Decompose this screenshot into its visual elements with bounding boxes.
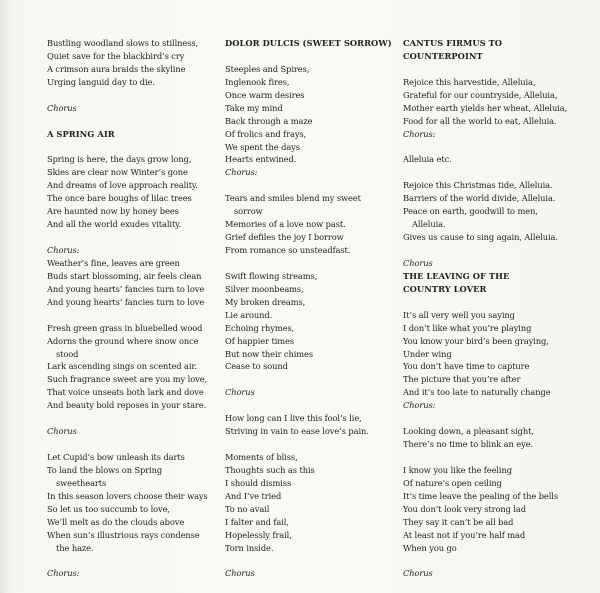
lyric-line: And dreams of love approach reality. [47,180,198,191]
verse-stanza [403,76,593,128]
verse-stanza [47,257,217,309]
lyric-line: It’s time leave the pealing of the bells [403,490,558,501]
lyric-line: Back through a maze [225,115,313,126]
lyric-line: Hearts entwined. [225,154,297,165]
chorus-marker: Chorus [47,426,77,437]
verse-stanza [47,153,217,231]
lyric-line: Grateful for our countryside, Alleluia, [403,89,558,100]
lyric-line: Swift flowing streams, [225,270,318,281]
lyric-line: Take my mind [225,102,283,113]
lyric-line: You know your bird’s been graying, [403,335,549,346]
lyrics-column-3 [403,37,593,580]
lyric-line: sorrow [234,206,263,217]
lyric-line: Lie around. [225,309,273,320]
lyric-line: the haze. [56,542,94,553]
stanza-gap [403,141,593,154]
lyric-line: They say it can’t be all bad [403,516,514,527]
verse-stanza [403,179,593,244]
lyric-line: Food for all the world to eat, Alleluia. [403,115,557,126]
lyric-line: Grief defiles the joy I borrow [225,232,344,243]
lyric-line: Inglenook fires, [225,76,290,87]
stanza-gap [403,166,593,179]
lyric-line: So let us too succumb to love, [47,503,170,514]
lyric-line: And I’ve tried [225,490,282,501]
lyric-line: Let Cupid’s bow unleash its darts [47,452,185,462]
lyric-line: Torn inside. [225,542,274,553]
lyric-line: And all the world exudes vitality. [47,219,182,230]
chorus-marker: Chorus: [403,400,436,411]
lyric-line: Silver moonbeams, [225,283,304,294]
song-title: A SPRING AIR [47,128,115,139]
stanza-gap [47,89,217,102]
lyric-line: Of happier times [225,335,295,346]
lyric-line: To no avail [225,503,270,514]
lyric-line: There’s no time to blink an eye. [403,439,534,450]
lyric-line: How long can I live this fool’s lie, [225,413,362,424]
verse-stanza [47,451,217,555]
lyric-line: We spent the days [225,141,300,152]
lyric-line: When you go [403,542,457,553]
lyric-line: I know you like the feeling [403,464,512,475]
lyric-line: From romance so unsteadfast. [225,245,351,255]
lyric-line: In this season lovers choose their ways [47,490,208,501]
lyric-line: Rejoice this harvestide, Alleluia, [403,76,536,87]
stanza-gap [47,231,217,244]
lyric-line: Alleluia. [412,219,446,230]
lyric-line: And beauty bold reposes in your stare. [47,400,207,411]
lyric-line: Peace on earth, goodwill to men, [403,206,538,217]
verse-stanza [225,412,393,438]
song-title: DOLOR DULCIS (SWEET SORROW) [225,38,392,48]
lyrics-column-2 [225,37,393,580]
lyric-line: Barriers of the world divide, Alleluia. [403,193,556,204]
stanza-gap [225,179,393,192]
lyrics-column-1 [47,37,217,580]
lyric-line: Such fragrance sweet are you my love, [47,374,208,385]
verse-stanza [225,63,393,167]
lyric-line: Looking down, a pleasant sight, [403,426,534,437]
chorus-marker: Chorus [225,568,255,579]
lyric-line: Moments of bliss, [225,452,298,462]
lyric-line: To land the blows on Spring [47,464,163,475]
lyric-line: Alleluia etc. [403,154,452,165]
stanza-gap [225,399,393,412]
lyric-line: Bustling woodland slows to stillness, [47,38,199,48]
song-title: THE LEAVING OF THE [403,270,510,281]
lyric-line: We’ll melt as do the clouds above [47,516,185,527]
lyric-line: A crimson aura braids the skyline [47,63,186,74]
lyric-line: Tears and smiles blend my sweet [225,193,361,204]
lyric-line: The once bare boughs of lilac trees [47,193,192,204]
song-title: COUNTRY LOVER [403,283,487,294]
lyric-line: And young hearts’ fancies turn to love [47,283,205,294]
lyric-line: Under wing [403,348,452,359]
stanza-gap [225,373,393,386]
stanza-gap [47,412,217,425]
stanza-gap [225,555,393,568]
stanza-gap [225,438,393,451]
page-fold-shadow [0,0,10,593]
lyric-line: The picture that you’re after [403,374,521,385]
verse-stanza [225,270,393,374]
lyric-line: Urging languid day to die. [47,76,155,87]
stanza-gap [47,438,217,451]
chorus-marker: Chorus [47,102,77,113]
lyric-line: I don’t like what you’re playing [403,322,532,333]
verse-stanza [403,464,593,555]
chorus-marker: Chorus: [403,128,436,139]
stanza-gap [403,451,593,464]
stanza-gap [47,555,217,568]
lyric-line: Fresh green grass in bluebelled wood [47,322,203,333]
lyric-line: Adorns the ground where snow once [47,335,199,346]
stanza-gap [225,257,393,270]
lyric-line: Echoing rhymes, [225,322,295,333]
song-title: CANTUS FIRMUS TO [403,38,503,48]
lyric-line: My broken dreams, [225,296,306,307]
verse-stanza [403,153,593,166]
stanza-gap [403,555,593,568]
lyric-line: But now their chimes [225,348,314,359]
lyric-line: sweethearts [56,477,107,488]
lyric-line: Weather’s fine, leaves are green [47,257,180,268]
lyric-line: Once warm desires [225,89,305,100]
lyric-line: At least not if you’re half mad [403,529,526,540]
lyric-line: When sun’s illustrious rays condense [47,529,200,540]
lyric-line: Hopelessly frail, [225,529,292,540]
verse-stanza [47,37,217,89]
lyric-line: Steeples and Spires, [225,63,310,74]
stanza-gap [403,412,593,425]
verse-stanza [225,192,393,257]
song-title: COUNTERPOINT [403,50,483,61]
lyric-line: You don’t look very strong lad [403,503,526,514]
stanza-gap [225,50,393,63]
lyric-line: Buds start blossoming, air feels clean [47,270,202,281]
lyric-line: You don’t have time to capture [403,361,530,372]
lyric-line: I falter and fail, [225,516,289,527]
verse-stanza [47,322,217,413]
lyric-line: And young hearts’ fancies turn to love [47,296,205,307]
lyric-line: Thoughts such as this [225,464,315,475]
chorus-marker: Chorus: [225,167,258,178]
stanza-gap [403,296,593,309]
lyric-line: I should dismiss [225,477,292,488]
lyric-line: Memories of a love now past. [225,219,346,230]
verse-stanza [225,451,393,555]
stanza-gap [403,63,593,76]
lyric-line: Of nature’s open ceiling [403,477,502,488]
lyric-line: Of frolics and frays, [225,128,307,139]
lyric-line: Skies are clear now Winter’s gone [47,167,188,178]
chorus-marker: Chorus [403,568,433,579]
lyric-line: That voice unseats both lark and dove [47,387,204,398]
lyric-line: Rejoice this Christmas tide, Alleluia. [403,180,553,191]
chorus-marker: Chorus: [47,568,80,579]
chorus-marker: Chorus [403,257,433,268]
stanza-gap [47,309,217,322]
lyric-line: Spring is here, the days grow long, [47,154,192,165]
verse-stanza [403,425,593,451]
lyric-line: stood [56,348,79,359]
lyric-line: Striving in vain to ease love’s pain. [225,426,369,437]
lyric-line: Mother earth yields her wheat, Alleluia, [403,102,568,113]
stanza-gap [47,141,217,154]
lyric-line: Lark ascending sings on scented air. [47,361,197,372]
chorus-marker: Chorus [225,387,255,398]
lyric-line: Are haunted now by honey bees [47,206,179,217]
lyric-line: Cease to sound [225,361,288,372]
lyric-line: It’s all very well you saying [403,309,515,320]
chorus-marker: Chorus: [47,245,80,255]
verse-stanza [403,309,593,400]
lyric-line: Quiet save for the blackbird’s cry [47,50,185,61]
lyric-line: And it’s too late to naturally change [403,387,551,398]
lyric-line: Gives us cause to sing again, Alleluia. [403,232,558,243]
stanza-gap [403,244,593,257]
stanza-gap [47,115,217,128]
